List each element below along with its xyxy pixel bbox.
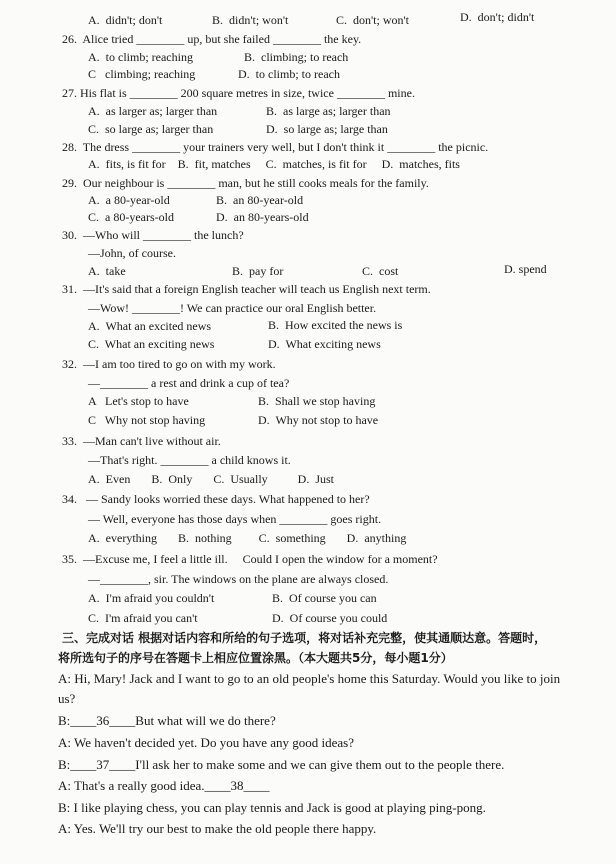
q27-opt-d: D. so large as; large than: [266, 122, 388, 136]
q31-opt-b: B. How excited the news is: [268, 318, 403, 332]
q32-opt-c: C Why not stop having: [88, 413, 206, 427]
q30-stem: 30. —Who will ________ the lunch?: [62, 228, 244, 242]
q31-opt-a: A. What an excited news: [88, 319, 212, 333]
q25-opt-a: A. didn't; don't: [88, 13, 163, 27]
q26-stem: 26. Alice tried ________ up, but she failed ________ the key.: [62, 32, 362, 46]
q35-opt-b: B. Of course you can: [272, 591, 377, 605]
q33-opts: A. Even B. Only C. Usually D. Just: [88, 472, 334, 486]
section3-heading-2: 将所选句子的序号在答题卡上相应位置涂黑。（本大题共5分，每小题1分）: [58, 651, 453, 665]
q27-opt-c: C. so large as; larger than: [88, 122, 214, 136]
q32-opt-a: A Let's stop to have: [88, 394, 189, 408]
q30-opt-b: B. pay for: [232, 264, 284, 278]
q34-stem: 34. — Sandy looks worried these days. What happened to her?: [62, 492, 370, 506]
q25-opt-c: C. don't; won't: [336, 13, 409, 27]
dialog-line: A: Hi, Mary! Jack and I want to go to an old people's home this Saturday. Would you like to join: [58, 671, 561, 686]
q35-opt-a: A. I'm afraid you couldn't: [88, 591, 215, 605]
q26-opt-d: D. to climb; to reach: [238, 67, 340, 81]
q30-opt-d: D. spend: [504, 262, 547, 276]
q35-reply: —________, sir. The windows on the plane are always closed.: [88, 572, 389, 586]
q26-opt-c: C climbing; reaching: [88, 67, 196, 81]
q28-opts: A. fits, is fit for B. fit, matches C. matches, is fit for D. matches, fits: [88, 157, 460, 171]
q32-opt-b: B. Shall we stop having: [258, 394, 376, 408]
dialog-line: A: We haven't decided yet. Do you have any good ideas?: [58, 735, 354, 750]
q29-opt-b: B. an 80-year-old: [216, 193, 304, 207]
dialog-line: B:____37____I'll ask her to make some and we can give them out to the people there.: [58, 757, 505, 772]
q26-opt-b: B. climbing; to reach: [244, 50, 349, 64]
dialog-line: B:____36____But what will we do there?: [58, 713, 276, 728]
q32-reply: —________ a rest and drink a cup of tea?: [88, 376, 290, 390]
q31-stem: 31. —It's said that a foreign English teacher will teach us English next term.: [62, 282, 431, 296]
dialog-line: us?: [58, 691, 76, 706]
q25-opt-b: B. didn't; won't: [212, 13, 289, 27]
q35-opt-d: D. Of course you could: [272, 611, 388, 625]
q35-opt-c: C. I'm afraid you can't: [88, 611, 198, 625]
q32-stem: 32. —I am too tired to go on with my work.: [62, 357, 276, 371]
dialog-line: A: Yes. We'll try our best to make the old people there happy.: [58, 821, 377, 836]
q29-stem: 29. Our neighbour is ________ man, but he still cooks meals for the family.: [62, 176, 429, 190]
q27-stem: 27. His flat is ________ 200 square metres in size, twice ________ mine.: [62, 86, 415, 100]
q35-stem: 35. —Excuse me, I feel a little ill. Could I open the window for a moment?: [62, 552, 438, 566]
dialog-line: B: I like playing chess, you can play tennis and Jack is good at playing ping-pong.: [58, 800, 486, 815]
q26-opt-a: A. to climb; reaching: [88, 50, 193, 64]
q31-opt-d: D. What exciting news: [268, 337, 381, 351]
q31-opt-c: C. What an exciting news: [88, 337, 215, 351]
q31-reply: —Wow! ________! We can practice our oral English better.: [88, 301, 377, 315]
dialog-line: A: That's a really good idea.____38____: [58, 778, 270, 793]
q33-stem: 33. —Man can't live without air.: [62, 434, 221, 448]
q30-reply: —John, of course.: [88, 246, 176, 260]
q29-opt-d: D. an 80-years-old: [216, 210, 309, 224]
section3-heading-1: 三、完成对话 根据对话内容和所给的句子选项，将对话补充完整，使其通顺达意。答题时，: [62, 631, 547, 645]
q29-opt-a: A. a 80-year-old: [88, 193, 170, 207]
q28-stem: 28. The dress ________ your trainers very well, but I don't think it ________ the picnic.: [62, 140, 489, 154]
q29-opt-c: C. a 80-years-old: [88, 210, 174, 224]
q30-opt-a: A. take: [88, 264, 126, 278]
q27-opt-a: A. as larger as; larger than: [88, 104, 218, 118]
q33-reply: —That's right. ________ a child knows it.: [88, 453, 291, 467]
q30-opt-c: C. cost: [362, 264, 399, 278]
q27-opt-b: B. as large as; larger than: [266, 104, 391, 118]
q25-opt-d: D. don't; didn't: [460, 10, 535, 24]
q34-reply: — Well, everyone has those days when ________ goes right.: [88, 512, 382, 526]
q32-opt-d: D. Why not stop to have: [258, 413, 379, 427]
q34-opts: A. everything B. nothing C. something D. anything: [88, 531, 407, 545]
